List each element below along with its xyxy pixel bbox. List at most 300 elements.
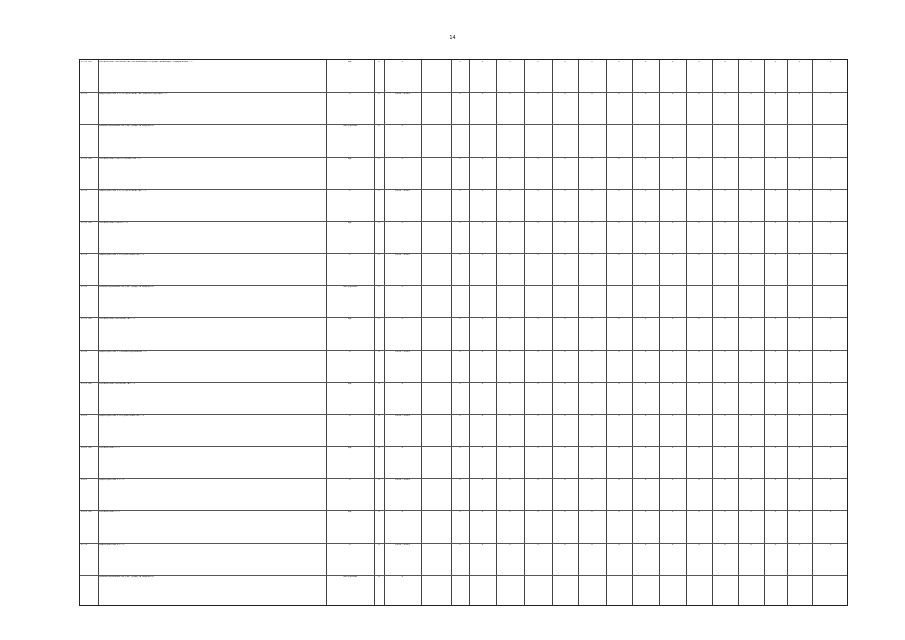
row-value: Х (798, 61, 801, 63)
row-value: Х (618, 447, 620, 449)
row-text: Мероприятие 4 «Строительство …» (99, 415, 145, 417)
row-responsible (422, 479, 450, 509)
row-value: Х (774, 190, 777, 192)
row-value: Х (591, 415, 593, 417)
row-value: Х (618, 190, 620, 192)
row-value: Х (591, 254, 593, 256)
row-unit: тыс.рублей (342, 286, 358, 288)
row-value: Х (459, 544, 461, 546)
row-value (713, 576, 737, 606)
row-text: Показатель «…» (99, 511, 120, 513)
row-value: Х (564, 415, 566, 417)
row-value: Х (724, 254, 726, 256)
row-value: Х (724, 190, 726, 192)
row-id: 2.5.3 ПМ (81, 318, 92, 320)
row-value: Х (698, 479, 700, 481)
row-x: Х (378, 125, 380, 127)
row-value: Х (509, 511, 511, 513)
row-value: Х (774, 93, 777, 95)
row-period: 2014 - 2024 (395, 415, 410, 417)
row-value (788, 286, 811, 316)
table-row (80, 157, 847, 189)
row-value: Х (509, 318, 511, 320)
row-value: Х (509, 61, 511, 63)
row-value: Х (459, 158, 461, 160)
row-value: Х (829, 93, 832, 95)
row-value: Х (750, 383, 752, 385)
row-unit: ед. (348, 222, 352, 224)
page-number: 14 (449, 35, 456, 41)
row-period: 2014 - 2024 (395, 544, 410, 546)
row-value: Х (671, 447, 674, 449)
row-period: 2014 - 2024 (395, 254, 410, 256)
row-value: Х (509, 415, 511, 417)
row-x: Х (378, 383, 380, 385)
row-value: Х (829, 158, 832, 160)
row-value: Х (509, 479, 511, 481)
row-value (660, 576, 685, 606)
row-value: Х (459, 61, 461, 63)
row-value: Х (829, 415, 832, 417)
row-value: Х (750, 351, 752, 353)
row-value: Х (671, 222, 674, 224)
row-value: 4 (724, 61, 726, 63)
row-text: Финансирование за счет средств бюджета (99, 576, 154, 578)
row-value: Х (481, 511, 484, 513)
table-row (80, 285, 847, 317)
table-row (80, 124, 847, 157)
row-period: Х (401, 511, 404, 513)
row-responsible (422, 158, 450, 188)
row-value: 4 (698, 61, 700, 63)
table-row (80, 60, 847, 92)
row-period: 2014 - 2024 (395, 190, 410, 192)
row-id (81, 125, 97, 156)
row-value: Х (481, 222, 484, 224)
row-value: Х (750, 222, 752, 224)
row-value: Х (459, 383, 461, 385)
row-x: Х (378, 158, 380, 160)
row-value: Х (829, 254, 832, 256)
row-responsible (422, 351, 450, 381)
row-x: Х (378, 93, 380, 95)
row-value: Х (481, 254, 484, 256)
row-responsible (422, 61, 450, 91)
row-responsible (422, 93, 450, 123)
row-value: Х (774, 351, 777, 353)
row-value (788, 576, 811, 606)
row-value: Х (698, 511, 700, 513)
row-value: Х (698, 415, 700, 417)
row-text: Показатель «…» (99, 447, 120, 449)
row-value (765, 125, 786, 156)
row-unit: Х (349, 254, 351, 256)
row-value: Х (509, 447, 511, 449)
row-value: Х (618, 544, 620, 546)
row-value: Х (644, 544, 647, 546)
row-responsible (422, 125, 450, 156)
row-value: Х (644, 158, 647, 160)
row-value: Х (459, 511, 461, 513)
row-value: Х (591, 318, 593, 320)
row-unit: Х (349, 544, 351, 546)
table-row (80, 350, 847, 382)
row-responsible (422, 511, 450, 542)
row-text: Показатель «Количество …» (99, 318, 136, 320)
row-value: Х (644, 318, 647, 320)
row-value (633, 125, 658, 156)
row-text: Мероприятие 3 «Финансирование …» (99, 351, 147, 353)
row-value: Х (644, 254, 647, 256)
row-responsible (422, 190, 450, 220)
row-value: Х (774, 544, 777, 546)
table-rows (80, 60, 847, 605)
row-text: Мероприятие 2 «Строительство …» (99, 254, 145, 256)
row-value: Х (829, 351, 832, 353)
row-period: 2014 - 2024 (395, 351, 410, 353)
row-value: Х (564, 61, 566, 63)
row-value: Х (829, 447, 832, 449)
row-value: Х (459, 190, 461, 192)
row-value (687, 286, 711, 316)
row-value: Х (671, 479, 674, 481)
row-value (452, 286, 468, 316)
row-value (813, 286, 848, 316)
row-value: Х (724, 511, 726, 513)
row-value (525, 576, 551, 606)
row-value: Х (564, 479, 566, 481)
row-value: Х (829, 222, 832, 224)
row-value: Х (644, 93, 647, 95)
row-value: Х (509, 93, 511, 95)
row-value: Х (644, 383, 647, 385)
row-value: Х (509, 383, 511, 385)
row-value: Х (671, 544, 674, 546)
row-value: Х (724, 383, 726, 385)
row-value: Х (459, 447, 461, 449)
row-unit: ед. (348, 383, 352, 385)
row-x: Х (378, 479, 380, 481)
row-value: Х (618, 383, 620, 385)
row-value: Х (618, 318, 620, 320)
row-id: 1.3.5 (81, 190, 88, 192)
row-value: Х (481, 351, 484, 353)
row-text: Финансирование за счет средств бюджета (99, 125, 154, 127)
row-x: Х (378, 190, 380, 192)
row-value: Х (537, 61, 539, 63)
row-period: Х (401, 383, 404, 385)
row-value: Х (644, 479, 647, 481)
row-x: Х (378, 351, 380, 353)
row-value: Х (537, 318, 539, 320)
table-row (80, 510, 847, 543)
table-row (80, 478, 847, 510)
row-value: Х (829, 479, 832, 481)
row-id: 2.5.1 (81, 254, 88, 256)
row-id: 2.6.1 (81, 415, 88, 417)
row-value: Х (774, 447, 777, 449)
row-x: Х (378, 511, 380, 513)
row-value: Х (798, 190, 801, 192)
row-unit: ед. (348, 318, 352, 320)
row-value: Х (724, 479, 726, 481)
row-value: 1 (750, 61, 752, 63)
row-value: Х (591, 351, 593, 353)
row-value: Х (774, 61, 777, 63)
row-value (607, 125, 631, 156)
row-value: Х (564, 158, 566, 160)
table-row (80, 414, 847, 446)
row-value: Х (537, 158, 539, 160)
row-value: Х (644, 351, 647, 353)
row-x: Х (378, 544, 380, 546)
row-value: Х (798, 415, 801, 417)
row-value: Х (618, 61, 620, 63)
row-value: Х (537, 222, 539, 224)
row-value: Х (829, 190, 832, 192)
row-unit: тыс.рублей (342, 125, 358, 127)
row-value: Х (724, 318, 726, 320)
row-value: Х (774, 479, 777, 481)
row-responsible (422, 254, 450, 284)
row-x: Х (378, 447, 380, 449)
row-value: Х (644, 61, 647, 63)
row-value: Х (750, 544, 752, 546)
table-row (80, 543, 847, 575)
table-row (80, 446, 847, 478)
row-value (660, 286, 685, 316)
row-unit: Х (349, 190, 351, 192)
row-value: Х (509, 190, 511, 192)
row-x: Х (378, 318, 380, 320)
row-value: Х (564, 544, 566, 546)
row-value: Х (774, 158, 777, 160)
row-value: Х (798, 544, 801, 546)
row-value: Х (798, 318, 801, 320)
row-value (497, 125, 523, 156)
document-table (79, 59, 848, 606)
row-value: Х (459, 254, 461, 256)
row-value (525, 286, 551, 316)
row-value: Х (671, 158, 674, 160)
row-id: 2.6.2 ПМ (81, 447, 92, 449)
row-responsible (422, 415, 450, 445)
row-value: Х (671, 415, 674, 417)
row-period: Х (401, 61, 404, 63)
row-value: Х (591, 93, 593, 95)
row-value: Х (481, 93, 484, 95)
row-value: Х (564, 318, 566, 320)
row-value (687, 125, 711, 156)
row-value: Х (698, 447, 700, 449)
row-text: Показатель «Число объектов …» (99, 158, 141, 160)
row-value: Х (698, 190, 700, 192)
row-id (81, 576, 97, 606)
row-value: Х (459, 415, 461, 417)
row-value: Х (459, 222, 461, 224)
row-responsible (422, 383, 450, 413)
row-value: Х (509, 222, 511, 224)
row-value: Х (564, 383, 566, 385)
row-value: Х (564, 190, 566, 192)
row-value (607, 576, 631, 606)
row-value: Х (698, 383, 700, 385)
row-value: Х (509, 351, 511, 353)
row-value: Х (481, 383, 484, 385)
row-value: Х (537, 190, 539, 192)
row-value: Х (564, 511, 566, 513)
row-period: Х (401, 125, 404, 127)
row-unit: Х (349, 415, 351, 417)
row-value: Х (724, 447, 726, 449)
row-responsible (422, 576, 450, 606)
row-id: 2.6.3 (81, 479, 88, 481)
row-value: Х (798, 383, 801, 385)
row-value: Х (644, 511, 647, 513)
row-value: Х (618, 415, 620, 417)
row-value: Х (798, 158, 801, 160)
row-value: Х (537, 447, 539, 449)
row-value: Х (591, 479, 593, 481)
row-value (713, 125, 737, 156)
row-value: Х (481, 544, 484, 546)
row-period: Х (401, 318, 404, 320)
row-value: Х (618, 351, 620, 353)
row-value: Х (459, 479, 461, 481)
row-value: Х (724, 93, 726, 95)
row-value: Х (537, 479, 539, 481)
row-unit: тыс.рублей (342, 576, 358, 578)
row-value: Х (459, 351, 461, 353)
row-value (813, 125, 848, 156)
row-period: Х (401, 158, 404, 160)
table-row (80, 92, 847, 124)
row-value: Х (829, 544, 832, 546)
row-value: Х (537, 383, 539, 385)
row-value: Х (698, 254, 700, 256)
row-value: Х (564, 93, 566, 95)
row-value (633, 576, 658, 606)
row-value: Х (618, 158, 620, 160)
row-value (713, 286, 737, 316)
row-value: Х (509, 158, 511, 160)
row-text: Мероприятие 6 «…» (99, 544, 125, 546)
row-value: Х (591, 222, 593, 224)
row-text: Мероприятие 1.4 «Строительство …» (99, 190, 147, 192)
row-value: Х (537, 351, 539, 353)
row-value: Х (481, 447, 484, 449)
row-x: Х (378, 576, 380, 578)
row-value: Х (564, 254, 566, 256)
table-row (80, 382, 847, 414)
row-x: Х (378, 286, 380, 288)
row-text: Показатель «Количество организаций, осуществляющих содержание …» (99, 61, 193, 63)
row-period: Х (401, 576, 404, 578)
row-value: Х (798, 93, 801, 95)
row-value: Х (724, 544, 726, 546)
row-value: Х (671, 511, 674, 513)
row-id: 2.5.4 (81, 351, 88, 353)
row-value: Х (750, 93, 752, 95)
row-value: Х (829, 511, 832, 513)
row-responsible (422, 286, 450, 316)
row-id: 1.3.2 ПМ (81, 61, 92, 63)
row-responsible (422, 222, 450, 252)
row-value (497, 576, 523, 606)
row-value (739, 125, 763, 156)
row-value: Х (724, 351, 726, 353)
row-value: Х (591, 447, 593, 449)
row-unit: ед. (348, 447, 352, 449)
row-value (739, 576, 763, 606)
row-x: Х (378, 61, 380, 63)
row-value: Х (671, 254, 674, 256)
row-x: Х (378, 222, 380, 224)
row-value: Х (618, 222, 620, 224)
row-value: Х (774, 222, 777, 224)
row-value (579, 125, 605, 156)
row-value: Х (774, 511, 777, 513)
row-value: Х (671, 351, 674, 353)
row-value: Х (644, 447, 647, 449)
row-value: Х (798, 351, 801, 353)
row-value (553, 125, 577, 156)
row-responsible (422, 447, 450, 477)
row-value: Х (724, 415, 726, 417)
row-value: Х (644, 222, 647, 224)
row-value: Х (750, 190, 752, 192)
row-value: Х (481, 479, 484, 481)
row-value: Х (459, 318, 461, 320)
row-value: Х (698, 351, 700, 353)
row-value (470, 576, 495, 606)
row-value: Х (537, 254, 539, 256)
row-value: Х (591, 158, 593, 160)
row-value: Х (750, 511, 752, 513)
row-id: 1.3.4 ПМ (81, 158, 92, 160)
row-id: 2.6.4 ПМ (81, 511, 92, 513)
row-value: Х (774, 318, 777, 320)
row-value: Х (591, 511, 593, 513)
row-text: Показатель «Количество …» (99, 383, 136, 385)
row-period: Х (401, 286, 404, 288)
row-value: Х (774, 383, 777, 385)
row-value: Х (724, 158, 726, 160)
row-value (687, 576, 711, 606)
row-value: Х (724, 222, 726, 224)
row-value: Х (750, 447, 752, 449)
row-value: Х (750, 158, 752, 160)
row-id: 1.3.3 (81, 93, 88, 95)
row-value (470, 125, 495, 156)
row-value: Х (798, 511, 801, 513)
row-value: Х (618, 511, 620, 513)
row-value: Х (481, 318, 484, 320)
row-value (579, 286, 605, 316)
row-value: Х (644, 190, 647, 192)
row-value: Х (750, 254, 752, 256)
row-value: Х (537, 415, 539, 417)
row-value: Х (750, 318, 752, 320)
row-value: Х (564, 447, 566, 449)
row-value: Х (618, 254, 620, 256)
row-value: Х (829, 383, 832, 385)
row-value: Х (774, 254, 777, 256)
row-value: Х (618, 93, 620, 95)
row-value: Х (671, 61, 674, 63)
row-unit: Х (349, 479, 351, 481)
table-row (80, 317, 847, 350)
